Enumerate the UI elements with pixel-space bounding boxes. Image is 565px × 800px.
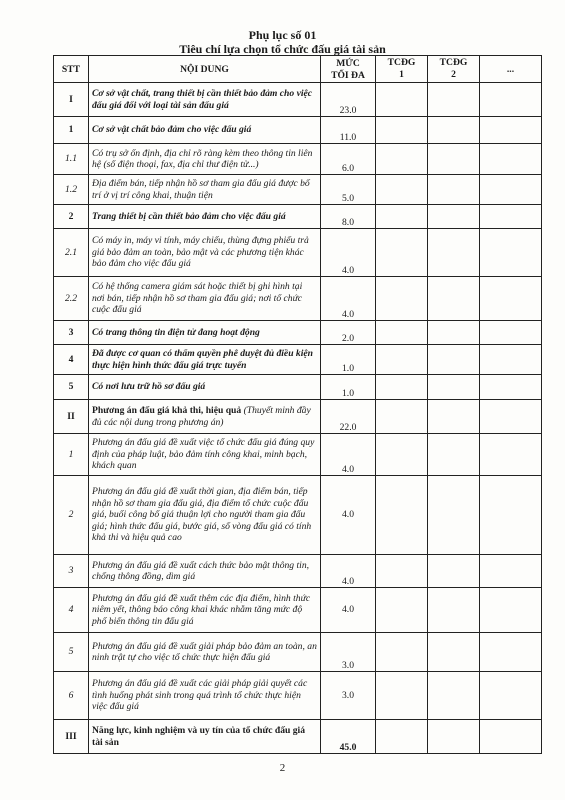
header-org1-line1: TCĐG bbox=[387, 57, 416, 68]
row-content bbox=[89, 400, 321, 434]
row-stt: 1.1 bbox=[54, 144, 89, 175]
header-max-score bbox=[321, 56, 376, 83]
cell-org-1 bbox=[376, 400, 428, 434]
row-content: Phương án đấu giá đề xuất cách thức bảo mật thông tin, chống thông đồng, dìm giá bbox=[89, 555, 321, 588]
row-stt: II bbox=[54, 400, 89, 434]
cell-more bbox=[480, 555, 542, 588]
cell-more bbox=[480, 229, 542, 277]
criteria-table bbox=[53, 55, 542, 754]
appendix-label: Phụ lục số 01 bbox=[248, 28, 317, 42]
row-stt: 6 bbox=[54, 672, 89, 720]
header-org1-line2: 1 bbox=[399, 68, 404, 80]
row-content-note: (Thuyết minh đầy đủ các nội dung trong phương án) bbox=[92, 405, 311, 428]
cell-org-1 bbox=[376, 229, 428, 277]
cell-org-2 bbox=[428, 277, 480, 321]
row-stt: 1 bbox=[54, 434, 89, 476]
table-row bbox=[54, 321, 542, 345]
row-max-score: 11.0 bbox=[321, 117, 376, 144]
row-content-main: Phương án đấu giá khả thi, hiệu quả bbox=[92, 405, 242, 416]
cell-org-1 bbox=[376, 434, 428, 476]
cell-org-1 bbox=[376, 83, 428, 117]
table-header-row bbox=[54, 56, 542, 83]
cell-org-2 bbox=[428, 205, 480, 229]
row-stt: I bbox=[54, 83, 89, 117]
cell-org-2 bbox=[428, 345, 480, 375]
cell-org-1 bbox=[376, 345, 428, 375]
cell-org-2 bbox=[428, 434, 480, 476]
cell-more bbox=[480, 633, 542, 672]
cell-org-1 bbox=[376, 375, 428, 400]
cell-org-1 bbox=[376, 205, 428, 229]
row-stt: 5 bbox=[54, 633, 89, 672]
cell-org-2 bbox=[428, 321, 480, 345]
table-row bbox=[54, 375, 542, 400]
row-max-score: 22.0 bbox=[321, 400, 376, 434]
row-stt: 3 bbox=[54, 321, 89, 345]
table-row bbox=[54, 400, 542, 434]
header-org-2 bbox=[428, 56, 480, 83]
table-row bbox=[54, 345, 542, 375]
table-row bbox=[54, 720, 542, 754]
cell-org-1 bbox=[376, 175, 428, 205]
cell-more bbox=[480, 375, 542, 400]
row-content: Có máy in, máy vi tính, máy chiếu, thùng đựng phiếu trả giá bảo đảm an toàn, bảo mật và các phương tiện khác bảo đảm cho việc đấu giá bbox=[89, 229, 321, 277]
cell-org-2 bbox=[428, 400, 480, 434]
cell-more bbox=[480, 672, 542, 720]
cell-org-1 bbox=[376, 633, 428, 672]
row-max-score: 4.0 bbox=[321, 555, 376, 588]
header-org2-line2: 2 bbox=[451, 68, 456, 80]
table-row bbox=[54, 277, 542, 321]
row-content: Địa điểm bán, tiếp nhận hồ sơ tham gia đấu giá được bố trí ở vị trí công khai, thuận tiện bbox=[89, 175, 321, 205]
table-row bbox=[54, 434, 542, 476]
cell-more bbox=[480, 321, 542, 345]
row-stt: 1.2 bbox=[54, 175, 89, 205]
cell-more bbox=[480, 588, 542, 633]
cell-org-1 bbox=[376, 321, 428, 345]
table-row bbox=[54, 672, 542, 720]
row-content: Có trụ sở ổn định, địa chỉ rõ ràng kèm theo thông tin liên hệ (số điện thoại, fax, địa chỉ thư điện tử...) bbox=[89, 144, 321, 175]
row-max-score: 4.0 bbox=[321, 277, 376, 321]
row-max-score: 5.0 bbox=[321, 175, 376, 205]
table-row bbox=[54, 205, 542, 229]
row-max-score: 1.0 bbox=[321, 345, 376, 375]
cell-org-1 bbox=[376, 555, 428, 588]
row-max-score: 23.0 bbox=[321, 83, 376, 117]
row-stt: 5 bbox=[54, 375, 89, 400]
cell-more bbox=[480, 400, 542, 434]
cell-org-2 bbox=[428, 633, 480, 672]
row-stt: III bbox=[54, 720, 89, 754]
cell-org-1 bbox=[376, 144, 428, 175]
cell-org-2 bbox=[428, 175, 480, 205]
cell-org-1 bbox=[376, 672, 428, 720]
table-row bbox=[54, 229, 542, 277]
row-content: Phương án đấu giá đề xuất việc tổ chức đấu giá đúng quy định của pháp luật, bảo đảm tính công khai, minh bạch, khách quan bbox=[89, 434, 321, 476]
header-max-line1: MỨC bbox=[336, 58, 360, 69]
row-max-score: 4.0 bbox=[321, 588, 376, 633]
table-row bbox=[54, 588, 542, 633]
row-content: Phương án đấu giá đề xuất các giải pháp giải quyết các tình huống phát sinh trong quá trình tổ chức thực hiện việc đấu giá bbox=[89, 672, 321, 720]
row-stt: 1 bbox=[54, 117, 89, 144]
cell-org-1 bbox=[376, 720, 428, 754]
row-max-score: 3.0 bbox=[321, 672, 376, 720]
cell-more bbox=[480, 476, 542, 555]
header-org-1 bbox=[376, 56, 428, 83]
header-content: NỘI DUNG bbox=[89, 56, 321, 83]
cell-more bbox=[480, 434, 542, 476]
cell-more bbox=[480, 720, 542, 754]
table-row bbox=[54, 117, 542, 144]
row-stt: 2.1 bbox=[54, 229, 89, 277]
row-content: Năng lực, kinh nghiệm và uy tín của tổ chức đấu giá tài sản bbox=[89, 720, 321, 754]
row-content: Phương án đấu giá đề xuất thêm các địa điểm, hình thức niêm yết, thông báo công khai khác nhằm tăng mức độ phổ biến thông tin đấu giá bbox=[89, 588, 321, 633]
table-row bbox=[54, 633, 542, 672]
row-stt: 3 bbox=[54, 555, 89, 588]
cell-more bbox=[480, 175, 542, 205]
cell-org-1 bbox=[376, 476, 428, 555]
table-row bbox=[54, 555, 542, 588]
document-title: Tiêu chí lựa chọn tổ chức đấu giá tài sản bbox=[179, 42, 386, 56]
cell-org-2 bbox=[428, 476, 480, 555]
row-content: Có trang thông tin điện tử đang hoạt động bbox=[89, 321, 321, 345]
cell-org-2 bbox=[428, 588, 480, 633]
row-max-score: 8.0 bbox=[321, 205, 376, 229]
row-max-score: 6.0 bbox=[321, 144, 376, 175]
cell-org-1 bbox=[376, 277, 428, 321]
cell-org-2 bbox=[428, 83, 480, 117]
cell-org-2 bbox=[428, 720, 480, 754]
cell-org-2 bbox=[428, 229, 480, 277]
row-stt: 4 bbox=[54, 345, 89, 375]
row-stt: 2.2 bbox=[54, 277, 89, 321]
cell-more bbox=[480, 277, 542, 321]
cell-more bbox=[480, 117, 542, 144]
cell-org-1 bbox=[376, 588, 428, 633]
cell-org-2 bbox=[428, 144, 480, 175]
cell-org-2 bbox=[428, 672, 480, 720]
row-content: Có hệ thống camera giám sát hoặc thiết bị ghi hình tại nơi bán, tiếp nhận hồ sơ tham gia đấu giá; nơi tổ chức cuộc đấu giá bbox=[89, 277, 321, 321]
page-number: 2 bbox=[279, 762, 286, 774]
row-content: Phương án đấu giá đề xuất giải pháp bảo đảm an toàn, an ninh trật tự cho việc tổ chức thực hiện đấu giá bbox=[89, 633, 321, 672]
row-max-score: 1.0 bbox=[321, 375, 376, 400]
cell-org-2 bbox=[428, 555, 480, 588]
row-max-score: 2.0 bbox=[321, 321, 376, 345]
row-max-score: 45.0 bbox=[321, 720, 376, 754]
row-content: Trang thiết bị cần thiết bảo đảm cho việc đấu giá bbox=[89, 205, 321, 229]
document-header bbox=[0, 28, 565, 56]
table-row bbox=[54, 144, 542, 175]
cell-more bbox=[480, 205, 542, 229]
cell-more bbox=[480, 345, 542, 375]
cell-more bbox=[480, 144, 542, 175]
row-max-score: 4.0 bbox=[321, 476, 376, 555]
header-org2-line1: TCĐG bbox=[439, 57, 468, 68]
row-content: Phương án đấu giá đề xuất thời gian, địa điểm bán, tiếp nhận hồ sơ tham gia đấu giá, địa điểm tổ chức cuộc đấu giá, buổi công bố giá thuận lợi cho người tham gia đấu giá; hình thức đấu giá, bước giá, số vòng đấu giá có tính khả thi và hiệu quả cao bbox=[89, 476, 321, 555]
header-more: ... bbox=[480, 56, 542, 83]
cell-org-1 bbox=[376, 117, 428, 144]
row-stt: 4 bbox=[54, 588, 89, 633]
row-content: Cơ sở vật chất bảo đảm cho việc đấu giá bbox=[89, 117, 321, 144]
header-max-line2: TỐI ĐA bbox=[331, 69, 365, 81]
row-max-score: 3.0 bbox=[321, 633, 376, 672]
row-stt: 2 bbox=[54, 476, 89, 555]
row-max-score: 4.0 bbox=[321, 229, 376, 277]
header-stt: STT bbox=[54, 56, 89, 83]
table-row bbox=[54, 175, 542, 205]
cell-more bbox=[480, 83, 542, 117]
table-row bbox=[54, 83, 542, 117]
row-content: Có nơi lưu trữ hồ sơ đấu giá bbox=[89, 375, 321, 400]
cell-org-2 bbox=[428, 375, 480, 400]
cell-org-2 bbox=[428, 117, 480, 144]
table-row bbox=[54, 476, 542, 555]
row-max-score: 4.0 bbox=[321, 434, 376, 476]
row-stt: 2 bbox=[54, 205, 89, 229]
row-content: Cơ sở vật chất, trang thiết bị cần thiết bảo đảm cho việc đấu giá đối với loại tài sản đấu giá bbox=[89, 83, 321, 117]
row-content: Đã được cơ quan có thẩm quyền phê duyệt đủ điều kiện thực hiện hình thức đấu giá trực tuyến bbox=[89, 345, 321, 375]
